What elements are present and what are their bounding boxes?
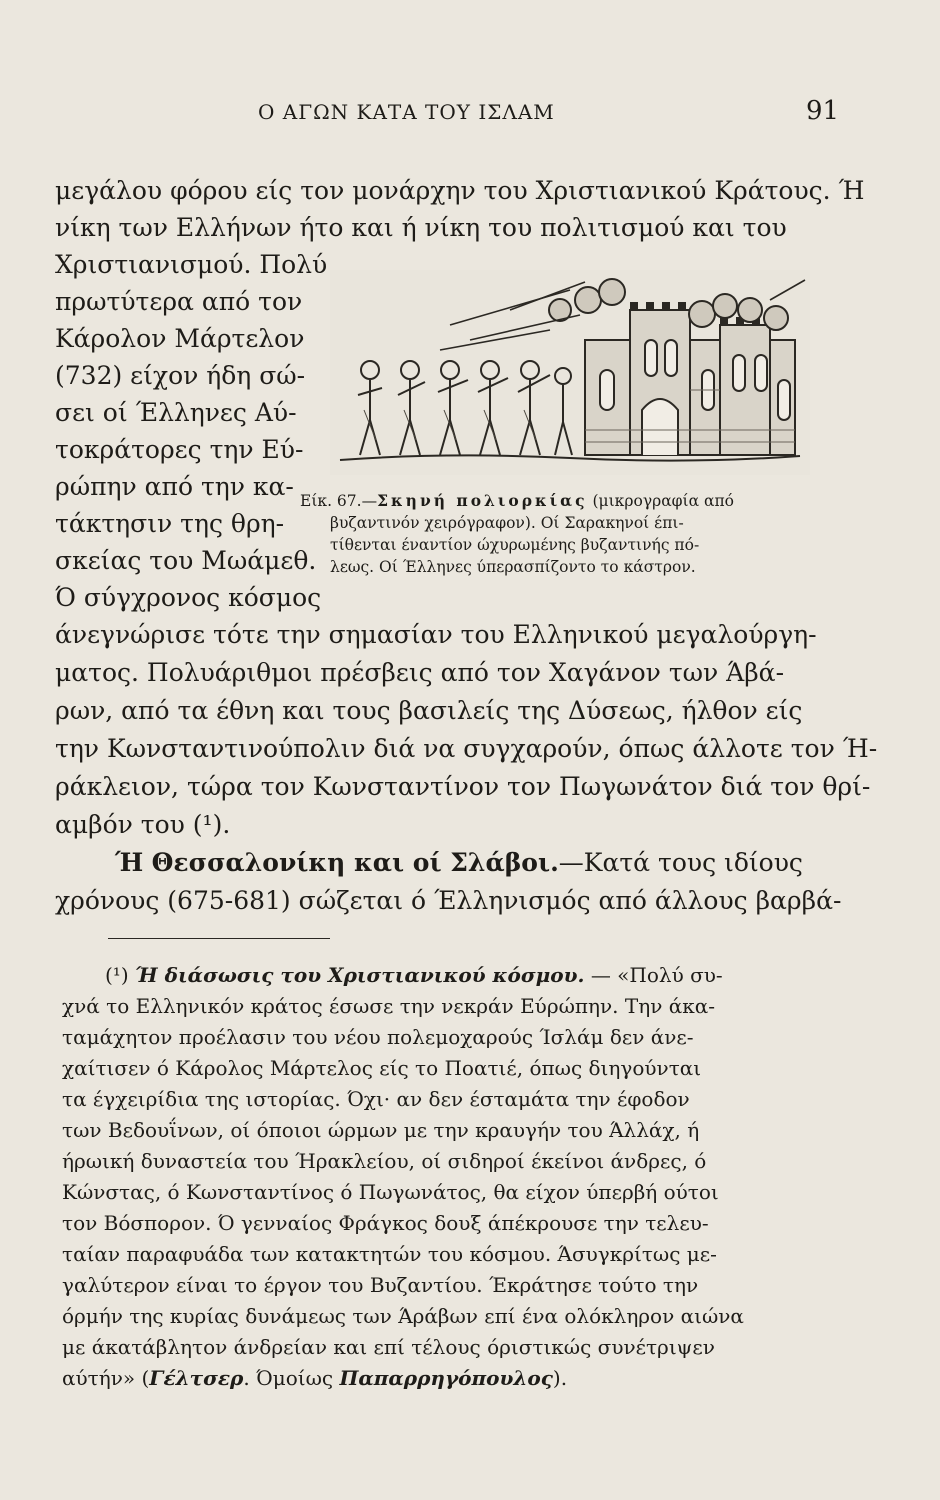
body-line: ρώπην από την κα- xyxy=(55,472,294,501)
page-number: 91 xyxy=(806,96,840,126)
body-line: ράκλειον, τώρα τον Κωνσταντίνον τον Πωγωνάτον διά τον θρί- xyxy=(55,772,871,801)
figure-caption-line: βυζαντινόν χειρόγραφον). Οί Σαρακηνοί έπι- xyxy=(330,514,684,532)
footnote-text: ). xyxy=(552,1366,568,1390)
figure-caption-line xyxy=(300,490,734,512)
figure-label: Είκ. 67.— xyxy=(300,492,378,510)
body-line: σει οί Έλληνες Αύ- xyxy=(55,398,297,427)
body-line: (732) είχον ήδη σώ- xyxy=(55,361,306,390)
footnote-text: αύτήν» ( xyxy=(62,1366,150,1390)
footnote-line: ήρωική δυναστεία του Ήρακλείου, οί σιδηροί έκείνοι άνδρες, ό xyxy=(62,1149,707,1173)
footnote-separator xyxy=(108,938,330,939)
footnote-line: τον Βόσπορον. Ό γενναίος Φράγκος δουξ άπέκρουσε την τελευ- xyxy=(62,1211,709,1235)
footnote-line: ταμάχητον προέλασιν του νέου πολεμοχαρούς Ίσλάμ δεν άνε- xyxy=(62,1025,694,1049)
body-line: πρωτύτερα από τον xyxy=(55,287,303,316)
body-line: μεγάλου φόρου είς τον μονάρχην του Χριστιανικού Κράτους. Ή xyxy=(55,176,865,205)
footnote-line: Κώνστας, ό Κωνσταντίνος ό Πωγωνάτος, θα είχον ύπερβή ούτοι xyxy=(62,1180,719,1204)
footnote-line: των Βεδουΐνων, οί όποιοι ώρμων με την κραυγήν του Άλλάχ, ή xyxy=(62,1118,700,1142)
section-heading: Ή Θεσσαλονίκη και οί Σλάβοι. xyxy=(115,848,559,877)
body-line: Κάρολον Μάρτελον xyxy=(55,324,305,353)
footnote-line: με άκατάβλητον άνδρείαν και επί τέλους όριστικώς συνέτριψεν xyxy=(62,1335,715,1359)
body-line: σκείας του Μωάμεθ. xyxy=(55,546,317,575)
body-line: Ό σύγχρονος κόσμος xyxy=(55,583,322,612)
body-line: χρόνους (675-681) σώζεται ό Έλληνισμός από άλλους βαρβά- xyxy=(55,886,842,915)
footnote-text: . Όμοίως xyxy=(243,1366,340,1390)
section-heading-continuation: —Κατά τους ιδίους xyxy=(558,848,803,877)
section-heading-line xyxy=(115,848,803,878)
body-line: ρων, από τα έθνη και τους βασιλείς της Δύσεως, ήλθον είς xyxy=(55,696,803,725)
body-line: την Κωνσταντινούπολιν διά να συγχαρούν, όπως άλλοτε τον Ή- xyxy=(55,734,878,763)
body-line: ματος. Πολυάριθμοι πρέσβεις από τον Χαγάνον των Άβά- xyxy=(55,658,785,687)
figure-caption-text: (μικρογραφία από xyxy=(592,492,734,510)
running-title: Ο ΑΓΩΝ ΚΑΤΑ ΤΟΥ ΙΣΛΑΜ xyxy=(258,100,555,124)
body-line: Χριστιανισμού. Πολύ xyxy=(55,250,328,279)
siege-miniature-illustration xyxy=(330,270,810,475)
footnote-line: χνά το Ελληνικόν κράτος έσωσε την νεκράν Εύρώπην. Την άκα- xyxy=(62,994,716,1018)
body-line: τοκράτορες την Εύ- xyxy=(55,435,304,464)
figure-caption-line: λεως. Οί Έλληνες ύπερασπίζοντο το κάστρον. xyxy=(330,558,696,576)
body-line: άνεγνώρισε τότε την σημασίαν του Ελληνικού μεγαλούργη- xyxy=(55,620,817,649)
footnote-line: τα έγχειρίδια της ιστορίας. Όχι· αν δεν έσταμάτα την έφοδον xyxy=(62,1087,690,1111)
body-line: αμβόν του (¹). xyxy=(55,810,231,839)
footnote-first-line xyxy=(105,962,723,988)
footnote-line: όρμήν της κυρίας δυνάμεως των Άράβων επί ένα ολόκληρον αιώνα xyxy=(62,1304,744,1328)
footnote-line: ταίαν παραφυάδα των κατακτητών του κόσμου. Άσυγκρίτως με- xyxy=(62,1242,717,1266)
figure-caption-line: τίθενται έναντίον ώχυρωμένης βυζαντινής πό- xyxy=(330,536,700,554)
body-line: νίκη των Ελλήνων ήτο και ή νίκη του πολιτισμού και του xyxy=(55,213,787,242)
footnote-marker: (¹) xyxy=(105,963,129,987)
figure-title: Σκηνή πολιορκίας xyxy=(377,491,588,510)
footnote-title: Ή διάσωσις του Χριστιανικού κόσμου. xyxy=(134,963,585,987)
footnote-last-line xyxy=(62,1365,567,1391)
footnote-line: γαλύτερον είναι το έργον του Βυζαντίου. Έκράτησε τούτο την xyxy=(62,1273,699,1297)
footnote-text: — «Πολύ συ- xyxy=(590,963,723,987)
footnote-author: Γέλτσερ xyxy=(149,1366,244,1390)
body-line: τάκτησιν της θρη- xyxy=(55,509,285,538)
footnote-line: χαίτισεν ό Κάρολος Μάρτελος είς το Ποατιέ, όπως διηγούνται xyxy=(62,1056,702,1080)
footnote-author: Παπαρρηγόπουλος xyxy=(339,1366,553,1390)
